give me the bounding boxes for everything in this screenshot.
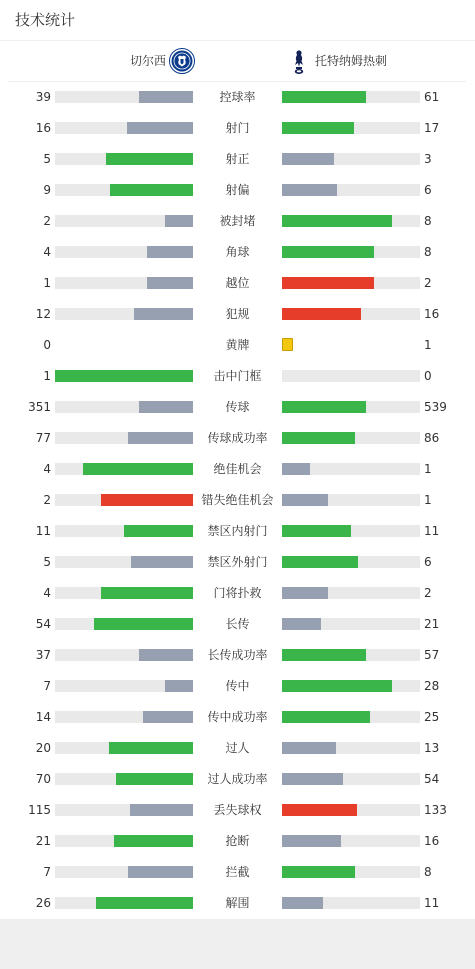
away-bar-track xyxy=(282,525,420,537)
home-value: 70 xyxy=(35,772,51,786)
away-bar-track xyxy=(282,370,420,382)
home-bar-fill xyxy=(134,308,193,320)
stats-list xyxy=(0,82,475,919)
stat-row xyxy=(0,144,475,175)
away-bar-track xyxy=(282,866,420,878)
home-bar-track xyxy=(55,308,193,320)
stat-label: 射门 xyxy=(225,121,250,135)
home-bar-fill xyxy=(128,866,193,878)
away-value: 6 xyxy=(424,183,432,197)
stat-label: 射正 xyxy=(225,152,250,166)
home-value: 37 xyxy=(35,648,51,662)
home-bar-fill xyxy=(165,215,193,227)
away-bar-track xyxy=(282,773,420,785)
away-bar-fill xyxy=(282,897,323,909)
home-bar-track xyxy=(55,370,193,382)
stat-label: 禁区外射门 xyxy=(207,555,268,569)
home-team-name: 切尔西 xyxy=(129,54,166,68)
away-bar-fill xyxy=(282,525,351,537)
away-bar-track xyxy=(282,680,420,692)
away-bar-fill xyxy=(282,401,366,413)
stat-label: 击中门框 xyxy=(213,369,262,383)
away-bar-fill xyxy=(282,649,366,661)
stat-label: 错失绝佳机会 xyxy=(201,493,274,507)
away-value: 57 xyxy=(424,648,440,662)
stat-label: 传中成功率 xyxy=(207,710,268,724)
away-bar-track xyxy=(282,184,420,196)
stat-row xyxy=(0,547,475,578)
away-bar-fill xyxy=(282,711,370,723)
home-value: 2 xyxy=(43,493,51,507)
home-bar-fill xyxy=(109,742,193,754)
home-bar-track xyxy=(55,773,193,785)
home-bar-fill xyxy=(127,122,193,134)
stat-row xyxy=(0,485,475,516)
home-value: 7 xyxy=(43,679,51,693)
away-bar-track xyxy=(282,153,420,165)
away-value: 1 xyxy=(424,338,432,352)
chelsea-crest-icon xyxy=(169,48,195,74)
away-value: 2 xyxy=(424,276,432,290)
home-bar-fill xyxy=(96,897,193,909)
stat-label: 射偏 xyxy=(225,183,250,197)
away-bar-fill xyxy=(282,432,355,444)
home-bar-track xyxy=(55,680,193,692)
away-bar-track xyxy=(282,215,420,227)
stat-row xyxy=(0,764,475,795)
home-bar-fill xyxy=(124,525,193,537)
home-bar-track xyxy=(55,618,193,630)
stat-row xyxy=(0,330,475,361)
home-bar-track xyxy=(55,525,193,537)
away-value: 6 xyxy=(424,555,432,569)
stat-row xyxy=(0,702,475,733)
home-bar-fill xyxy=(55,370,193,382)
away-value: 0 xyxy=(424,369,432,383)
home-bar-fill xyxy=(94,618,193,630)
away-bar-track xyxy=(282,463,420,475)
away-value: 54 xyxy=(424,772,440,786)
stat-label: 长传成功率 xyxy=(207,648,268,662)
home-value: 7 xyxy=(43,865,51,879)
yellow-card-icon xyxy=(282,338,293,351)
away-value: 8 xyxy=(424,865,432,879)
away-value: 2 xyxy=(424,586,432,600)
stat-row xyxy=(0,516,475,547)
home-bar-track xyxy=(55,401,193,413)
home-value: 5 xyxy=(43,152,51,166)
stat-label: 控球率 xyxy=(219,90,256,104)
away-bar-fill xyxy=(282,742,336,754)
stat-label: 角球 xyxy=(225,245,250,259)
away-bar-fill xyxy=(282,835,341,847)
away-value: 539 xyxy=(424,400,447,414)
home-value: 4 xyxy=(43,462,51,476)
home-bar-fill xyxy=(147,277,193,289)
home-bar-track xyxy=(55,897,193,909)
away-bar-fill xyxy=(282,587,328,599)
away-value: 1 xyxy=(424,493,432,507)
away-value: 11 xyxy=(424,896,440,910)
stat-label: 越位 xyxy=(225,276,250,290)
stat-row xyxy=(0,454,475,485)
home-bar-track xyxy=(55,649,193,661)
away-bar-fill xyxy=(282,122,354,134)
away-bar-track xyxy=(282,246,420,258)
home-bar-track xyxy=(55,556,193,568)
stat-label: 犯规 xyxy=(225,307,250,321)
home-bar-fill xyxy=(131,556,193,568)
team-header xyxy=(0,41,475,81)
home-bar-track xyxy=(55,215,193,227)
home-bar-fill xyxy=(165,680,193,692)
away-bar-track xyxy=(282,587,420,599)
away-value: 16 xyxy=(424,307,440,321)
home-bar-track xyxy=(55,91,193,103)
away-value: 21 xyxy=(424,617,440,631)
home-bar-track xyxy=(55,866,193,878)
home-value: 20 xyxy=(35,741,51,755)
home-value: 1 xyxy=(43,276,51,290)
stat-label: 传球成功率 xyxy=(207,431,268,445)
home-bar-track xyxy=(55,711,193,723)
stat-label: 禁区内射门 xyxy=(207,524,268,538)
stat-row xyxy=(0,640,475,671)
stat-label: 门将扑救 xyxy=(213,586,262,600)
home-value: 54 xyxy=(35,617,51,631)
stat-row xyxy=(0,361,475,392)
home-bar-track xyxy=(55,432,193,444)
away-bar-fill xyxy=(282,308,361,320)
away-bar-fill xyxy=(282,556,358,568)
away-value: 8 xyxy=(424,245,432,259)
stat-label: 过人成功率 xyxy=(207,772,268,786)
away-bar-fill xyxy=(282,680,392,692)
away-bar-fill xyxy=(282,215,392,227)
away-bar-fill xyxy=(282,773,343,785)
home-bar-track xyxy=(55,587,193,599)
home-value: 1 xyxy=(43,369,51,383)
stat-row xyxy=(0,826,475,857)
home-bar-fill xyxy=(114,835,193,847)
home-bar-fill xyxy=(147,246,193,258)
home-bar-track xyxy=(55,277,193,289)
home-bar-fill xyxy=(130,804,193,816)
home-value: 14 xyxy=(35,710,51,724)
away-bar-fill xyxy=(282,246,374,258)
away-bar-track xyxy=(282,308,420,320)
away-bar-track xyxy=(282,835,420,847)
page-title: 技术统计 xyxy=(15,11,76,29)
away-bar-track xyxy=(282,618,420,630)
home-value: 21 xyxy=(35,834,51,848)
home-value: 16 xyxy=(35,121,51,135)
stat-row xyxy=(0,423,475,454)
away-bar-fill xyxy=(282,866,355,878)
away-bar-track xyxy=(282,432,420,444)
home-value: 11 xyxy=(35,524,51,538)
away-team-name: 托特纳姆热刺 xyxy=(315,54,388,68)
stat-label: 被封堵 xyxy=(219,214,256,228)
stat-row xyxy=(0,795,475,826)
home-bar-fill xyxy=(143,711,193,723)
home-bar-track xyxy=(55,184,193,196)
away-bar-fill xyxy=(282,153,334,165)
away-bar-track xyxy=(282,277,420,289)
home-bar-fill xyxy=(101,494,193,506)
away-bar-track xyxy=(282,91,420,103)
away-bar-track xyxy=(282,494,420,506)
home-bar-fill xyxy=(139,401,193,413)
home-value: 12 xyxy=(35,307,51,321)
away-value: 61 xyxy=(424,90,440,104)
stat-label: 拦截 xyxy=(225,865,250,879)
stat-label: 丢失球权 xyxy=(213,803,262,817)
away-value: 1 xyxy=(424,462,432,476)
home-value: 0 xyxy=(43,338,51,352)
home-bar-track xyxy=(55,246,193,258)
home-bar-track xyxy=(55,804,193,816)
away-bar-fill xyxy=(282,184,337,196)
away-bar-fill xyxy=(282,494,328,506)
stat-row xyxy=(0,888,475,919)
home-value: 39 xyxy=(35,90,51,104)
tottenham-crest-icon xyxy=(289,49,309,75)
home-value: 9 xyxy=(43,183,51,197)
away-value: 16 xyxy=(424,834,440,848)
stat-row xyxy=(0,733,475,764)
stat-row xyxy=(0,268,475,299)
home-bar-track xyxy=(55,742,193,754)
home-bar-fill xyxy=(139,91,193,103)
home-bar-fill xyxy=(139,649,193,661)
stat-label: 长传 xyxy=(225,617,250,631)
away-bar-fill xyxy=(282,91,366,103)
away-bar-track xyxy=(282,649,420,661)
stat-row xyxy=(0,609,475,640)
stat-row xyxy=(0,392,475,423)
stat-row xyxy=(0,175,475,206)
home-value: 5 xyxy=(43,555,51,569)
away-bar-track xyxy=(282,804,420,816)
stat-label: 黄牌 xyxy=(225,338,250,352)
away-value: 8 xyxy=(424,214,432,228)
away-bar-track xyxy=(282,742,420,754)
stat-label: 传中 xyxy=(225,679,250,693)
home-value: 26 xyxy=(35,896,51,910)
stat-label: 过人 xyxy=(225,741,250,755)
away-value: 3 xyxy=(424,152,432,166)
home-bar-fill xyxy=(101,587,193,599)
home-value: 4 xyxy=(43,586,51,600)
home-bar-fill xyxy=(116,773,193,785)
away-bar-track xyxy=(282,122,420,134)
stat-row xyxy=(0,578,475,609)
away-bar-track xyxy=(282,401,420,413)
away-bar-fill xyxy=(282,618,321,630)
away-bar-track xyxy=(282,711,420,723)
home-value: 2 xyxy=(43,214,51,228)
home-bar-track xyxy=(55,153,193,165)
away-value: 17 xyxy=(424,121,440,135)
home-bar-fill xyxy=(128,432,193,444)
home-value: 351 xyxy=(28,400,51,414)
stat-label: 解围 xyxy=(225,896,250,910)
stat-row xyxy=(0,857,475,888)
away-bar-track xyxy=(282,556,420,568)
stat-row xyxy=(0,206,475,237)
away-value: 11 xyxy=(424,524,440,538)
stat-row xyxy=(0,237,475,268)
away-value: 28 xyxy=(424,679,440,693)
stat-row xyxy=(0,299,475,330)
home-value: 4 xyxy=(43,245,51,259)
home-bar-fill xyxy=(110,184,193,196)
home-value: 77 xyxy=(35,431,51,445)
stat-label: 绝佳机会 xyxy=(213,462,262,476)
stat-row xyxy=(0,113,475,144)
stat-row xyxy=(0,82,475,113)
home-bar-track xyxy=(55,835,193,847)
home-bar-track xyxy=(55,122,193,134)
home-bar-track xyxy=(55,494,193,506)
stat-label: 传球 xyxy=(225,400,250,414)
home-bar-fill xyxy=(83,463,193,475)
away-bar-track xyxy=(282,897,420,909)
away-value: 13 xyxy=(424,741,440,755)
stat-label: 抢断 xyxy=(225,834,250,848)
away-bar-fill xyxy=(282,463,310,475)
home-value: 115 xyxy=(28,803,51,817)
stat-row xyxy=(0,671,475,702)
home-bar-track xyxy=(55,463,193,475)
away-value: 86 xyxy=(424,431,440,445)
home-bar-fill xyxy=(106,153,193,165)
away-value: 25 xyxy=(424,710,440,724)
away-value: 133 xyxy=(424,803,447,817)
away-bar-fill xyxy=(282,804,357,816)
away-bar-fill xyxy=(282,277,374,289)
